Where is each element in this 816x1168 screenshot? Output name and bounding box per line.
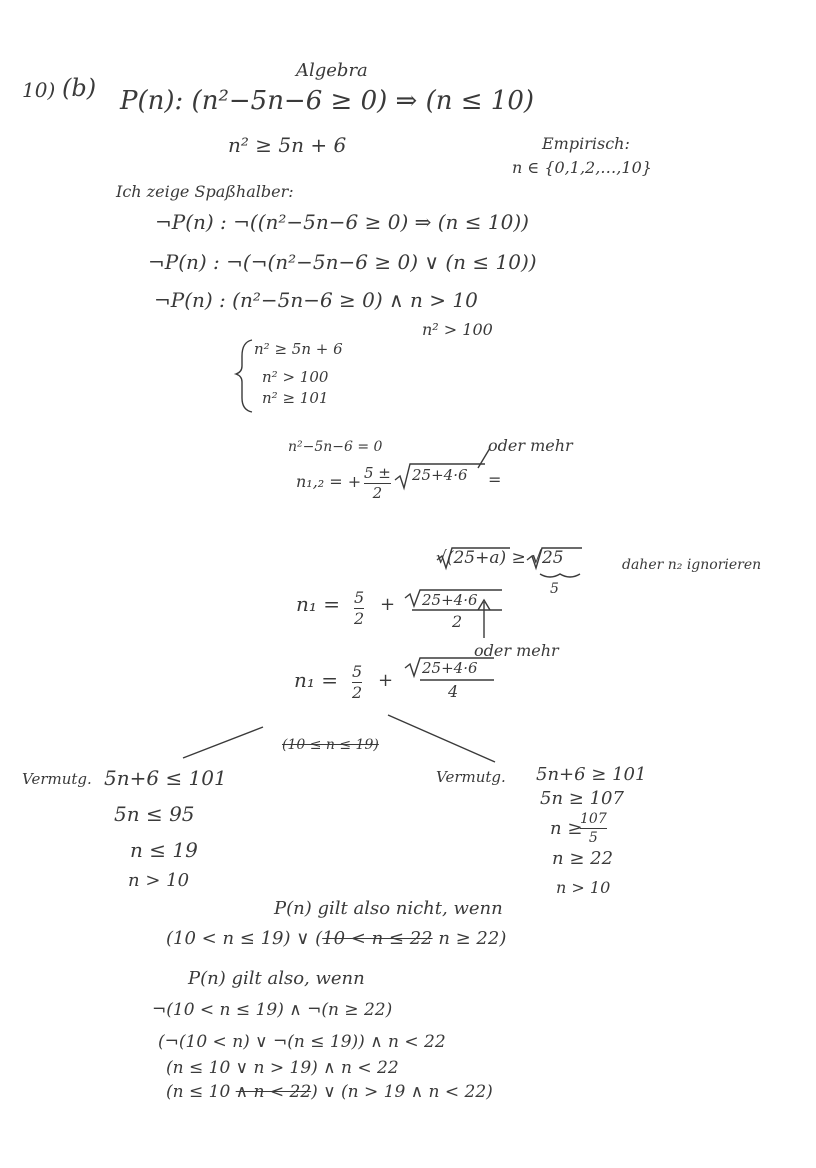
system-brace xyxy=(236,340,252,412)
empirical-set: n ∈ {0,1,2,…,10} xyxy=(512,158,652,177)
conclusion-1-expr-struck: 10 < n ≤ 22 xyxy=(322,928,433,949)
quadratic-root: 25+4·6 xyxy=(412,466,468,484)
n1-second-root: 25+4·6 xyxy=(422,659,478,677)
quadratic-note-more: oder mehr xyxy=(488,436,573,455)
n1-second-fraction xyxy=(352,664,362,701)
right-branch-line-5: n > 10 xyxy=(556,878,611,897)
right-branch-frac-num: 107 xyxy=(580,811,607,827)
negation-line-3: ¬P(n) : (n²−5n−6 ≥ 0) ∧ n > 10 xyxy=(154,288,478,312)
negation-line-2: ¬P(n) : ¬(¬(n²−5n−6 ≥ 0) ∨ (n ≤ 10)) xyxy=(148,250,537,274)
n1-second-num: 5 xyxy=(352,662,363,681)
right-branch-fraction xyxy=(580,812,607,845)
conclusion-1-expr xyxy=(166,930,506,948)
left-branch-line-3: n ≤ 19 xyxy=(130,838,198,862)
conclusion-1-text: P(n) gilt also nicht, wenn xyxy=(274,898,503,919)
n1-second-plus: + xyxy=(378,670,394,691)
quadratic-numerator: 5 ± xyxy=(364,464,391,482)
quadratic-denominator: 2 xyxy=(372,484,383,502)
conclusion-2-line-4 xyxy=(166,1084,493,1101)
arrow-head-2 xyxy=(478,600,490,610)
conclusion-1-expr-right: n ≥ 22) xyxy=(432,928,507,949)
root-compare: √(25+a) ≥ √25 xyxy=(436,548,564,568)
left-branch-label: Vermutg. xyxy=(22,770,92,788)
branch-mid-struck: (10 ≤ n ≤ 19) xyxy=(282,737,379,753)
right-branch-frac-den: 5 xyxy=(588,830,598,846)
statement-pn: P(n): (n²−5n−6 ≥ 0) ⇒ (n ≤ 10) xyxy=(120,86,535,116)
left-branch-line-2: 5n ≤ 95 xyxy=(114,802,195,826)
n1-second-root-den: 4 xyxy=(448,682,459,701)
n1-first-root: 25+4·6 xyxy=(422,591,478,609)
right-branch-line-1: 5n+6 ≥ 101 xyxy=(536,764,647,785)
n1-first-plus: + xyxy=(380,594,396,615)
conclusion-2-line-4-left: (n ≤ 10 xyxy=(166,1082,236,1102)
n1-first-root-den: 2 xyxy=(452,612,463,631)
quadratic-lhs: n₁,₂ = + xyxy=(296,472,362,491)
negation-line-1: ¬P(n) : ¬((n²−5n−6 ≥ 0) ⇒ (n ≤ 10)) xyxy=(155,210,529,234)
quadratic-equation: n²−5n−6 = 0 xyxy=(288,439,383,455)
rearranged-inequality: n² ≥ 5n + 6 xyxy=(228,133,347,157)
root-compare-under: 5 xyxy=(550,581,559,597)
right-branch-line-2: 5n ≥ 107 xyxy=(540,788,624,809)
right-branch-line-4: n ≥ 22 xyxy=(552,848,614,869)
n1-first-note-more: oder mehr xyxy=(474,641,559,660)
n1-second-den: 2 xyxy=(352,683,363,702)
system-line-3: n² ≥ 101 xyxy=(262,389,329,407)
negation-side-note: n² > 100 xyxy=(422,320,493,339)
conclusion-2-line-3: (n ≤ 10 ∨ n > 19) ∧ n < 22 xyxy=(166,1058,399,1078)
subject-label: Algebra xyxy=(296,60,368,81)
right-branch-line-3-lhs: n ≥ xyxy=(550,818,583,839)
system-line-1: n² ≥ 5n + 6 xyxy=(254,340,343,358)
left-branch-line xyxy=(183,727,263,758)
left-branch-line-4: n > 10 xyxy=(128,870,190,891)
conclusion-2-text: P(n) gilt also, wenn xyxy=(188,968,365,989)
right-branch-label: Vermutg. xyxy=(436,768,506,786)
underbrace-sqrt25 xyxy=(540,574,580,577)
system-line-2: n² > 100 xyxy=(262,368,329,386)
n1-first-num: 5 xyxy=(354,588,365,607)
root-compare-note: daher n₂ ignorieren xyxy=(622,557,762,573)
conclusion-2-line-4-struck: ∧ n < 22 xyxy=(235,1082,312,1102)
conclusion-2-line-4-right: ) ∨ (n > 19 ∧ n < 22) xyxy=(311,1082,493,1102)
problem-number: 10) xyxy=(22,78,56,102)
n1-second-lhs: n₁ = xyxy=(294,668,339,692)
n1-first-lhs: n₁ = xyxy=(296,592,341,616)
quadratic-tail: = xyxy=(488,470,502,489)
conclusion-2-line-1: ¬(10 < n ≤ 19) ∧ ¬(n ≥ 22) xyxy=(152,1000,393,1020)
conclusion-1-expr-left: (10 < n ≤ 19) ∨ ( xyxy=(166,928,323,949)
problem-part: (b) xyxy=(62,74,97,102)
conclusion-2-line-2: (¬(10 < n) ∨ ¬(n ≤ 19)) ∧ n < 22 xyxy=(158,1032,446,1052)
left-branch-line-1: 5n+6 ≤ 101 xyxy=(104,766,227,790)
n1-first-fraction xyxy=(354,590,364,627)
n1-first-den: 2 xyxy=(354,609,365,628)
negation-intro: Ich zeige Spaßhalber: xyxy=(116,182,294,201)
quadratic-fraction xyxy=(364,466,391,501)
empirical-label: Empirisch: xyxy=(542,134,630,153)
right-branch-line xyxy=(388,715,495,762)
